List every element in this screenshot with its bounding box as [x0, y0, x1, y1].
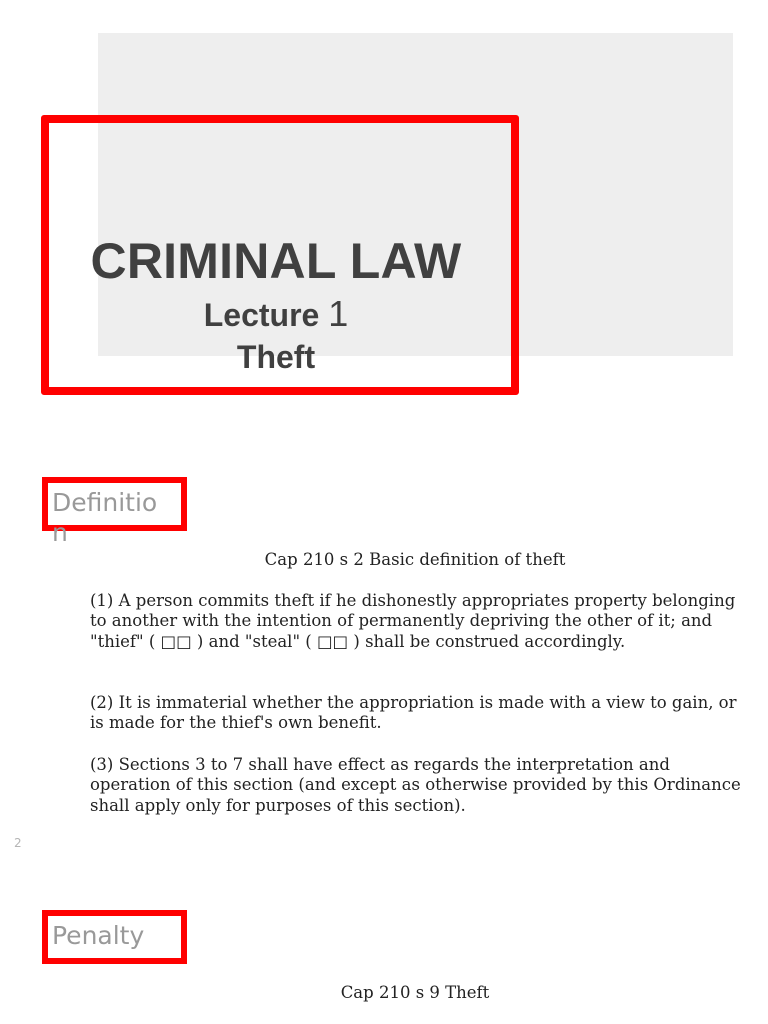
slide-subtitle: Theft: [236, 339, 316, 375]
slide-title: CRIMINAL LAW: [90, 233, 462, 289]
penalty-heading: Penalty: [52, 921, 145, 950]
definition-caption: Cap 210 s 2 Basic definition of theft: [264, 550, 566, 569]
lecture-label: Lecture: [203, 297, 320, 333]
penalty-caption: Cap 210 s 9 Theft: [340, 983, 490, 1002]
definition-paragraph-1: (1) A person commits theft if he dishonestly appropriates property belonging to another with the intention of permanently depriving the other of it; and "thief" ( □□ ) and "steal" ( □□ ) shall be construed accordingly.: [90, 591, 736, 651]
definition-paragraph-3: (3) Sections 3 to 7 shall have effect as regards the interpretation and operation of this section (and except as otherwise provided by this Ordinance shall apply only for purposes of this section).: [90, 755, 741, 815]
lecture-number: 1: [328, 293, 349, 334]
definition-heading: Definition: [52, 488, 158, 547]
page-number: 2: [14, 836, 22, 850]
definition-paragraph-2: (2) It is immaterial whether the appropriation is made with a view to gain, or is made for the thief's own benefit.: [90, 693, 737, 733]
lecture-line: [50, 294, 502, 335]
